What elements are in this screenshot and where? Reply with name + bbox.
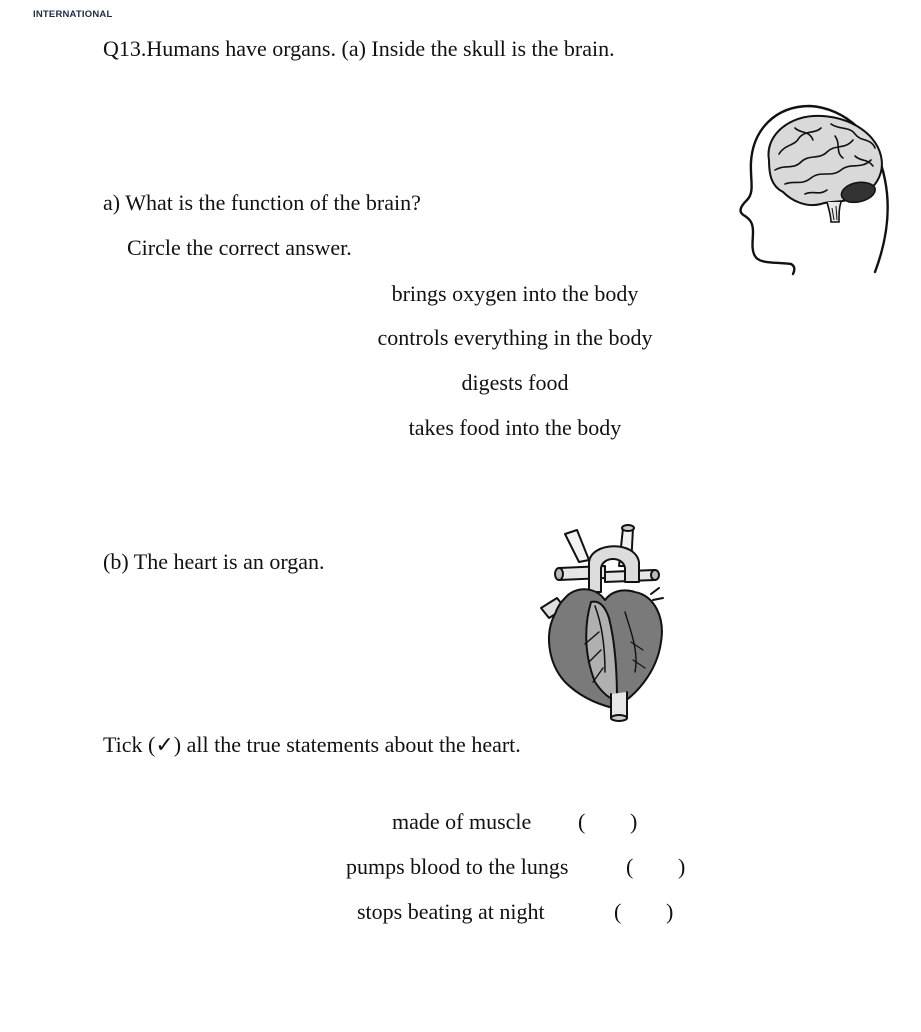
statement-2-close-paren[interactable]: ) (678, 854, 686, 879)
statement-2-open-paren[interactable]: ( (626, 854, 634, 879)
answer-option-1[interactable]: brings oxygen into the body (391, 281, 639, 306)
logo-mark-icon (30, 0, 100, 8)
statement-1-label: made of muscle (392, 809, 532, 834)
statement-1-close-paren[interactable]: ) (630, 809, 638, 834)
brain-head-icon (735, 100, 895, 278)
question-title: Q13.Humans have organs. (a) Inside the skull is the brain. (103, 36, 615, 61)
statement-1-open-paren[interactable]: ( (578, 809, 586, 834)
statement-3-label: stops beating at night (357, 899, 545, 924)
answer-option-2[interactable]: controls everything in the body (377, 325, 653, 350)
answer-option-3[interactable]: digests food (461, 370, 569, 395)
heart-icon (535, 522, 675, 724)
part-b-statement: (b) The heart is an organ. (103, 549, 325, 574)
tick-instruction: Tick (✓) all the true statements about the heart. (103, 732, 521, 757)
logo-text: INTERNATIONAL (33, 9, 113, 20)
statement-3-open-paren[interactable]: ( (614, 899, 622, 924)
statement-2-label: pumps blood to the lungs (346, 854, 569, 879)
part-a-prompt: a) What is the function of the brain? (103, 190, 421, 215)
answer-option-4[interactable]: takes food into the body (408, 415, 622, 440)
statement-3-close-paren[interactable]: ) (666, 899, 674, 924)
part-a-instruction: Circle the correct answer. (127, 235, 352, 260)
